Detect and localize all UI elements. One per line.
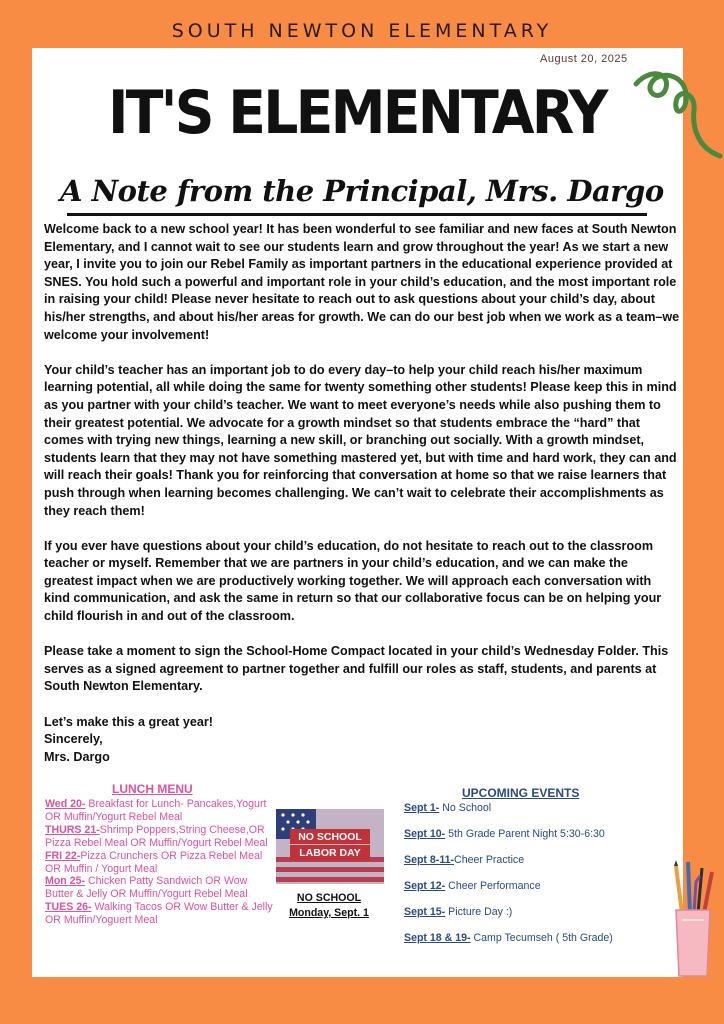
event-item — [404, 906, 664, 919]
lunch-menu-list — [45, 798, 275, 927]
principal-note-heading: A Note from the Principal, Mrs. Dargo — [60, 174, 664, 208]
lunch-menu-text: Pizza Crunchers OR Pizza Rebel Meal OR Muffin / Yogurt Meal — [45, 849, 263, 875]
event-date: Sept 8-11- — [404, 854, 455, 866]
newsletter-date: August 20, 2025 — [540, 53, 628, 65]
labor-image-line1: NO SCHOOL — [298, 831, 362, 843]
newsletter-title: IT'S ELEMENTARY — [108, 78, 606, 148]
labor-day-image — [276, 809, 384, 884]
lunch-day: TUES 26- — [45, 901, 92, 914]
lunch-day: THURS 21- — [45, 823, 100, 836]
labor-caption-line2: Monday, Sept. 1 — [289, 907, 369, 919]
event-date: Sept 10- — [404, 828, 446, 840]
event-date: Sept 1- — [404, 802, 440, 814]
labor-day-caption — [276, 891, 382, 921]
event-item — [404, 854, 664, 867]
labor-caption-line1: NO SCHOOL — [296, 892, 362, 904]
letter-paragraph: Please take a moment to sign the School-Home Compact located in your child’s Wednesday Folder. This serves as a signed agreement to partner together and fulfill our roles as staff, students, and parents at South Newton Elementary. — [44, 644, 669, 694]
lunch-item — [45, 901, 275, 927]
letter-paragraph: Your child’s teacher has an important job to do every day–to help your child reach his/her maximum learning potential, all while doing the same for twenty something other students! Please keep this in mind as you partner with your child’s teacher. We want to meet everyone’s needs while also pushing them to their greatest potential. We advocate for a growth mindset so that students embrace the “hard” that comes with trying new things, learning a new skill, or branching out socially. With a growth mindset, students learn that they may not have something mastered yet, but with time and hard work, they can and will reach their goals! Thank you for reinforcing that conversation at home so that we raise learners that push through when learning becomes challenging. We can’t wait to celebrate their accomplishments as they reach them! — [44, 362, 677, 518]
labor-image-line2: LABOR DAY — [299, 847, 361, 859]
lunch-day: Wed 20- — [45, 798, 86, 810]
swirl-decoration-icon — [630, 62, 724, 162]
event-date: Sept 12- — [404, 880, 446, 892]
event-date: Sept 15- — [404, 906, 446, 918]
event-text: Camp Tecumseh ( 5th Grade) — [470, 932, 613, 944]
lunch-menu-text: Breakfast for Lunch- Pancakes,Yogurt OR Muffin/Yogurt Rebel Meal — [45, 798, 267, 823]
event-item — [404, 802, 664, 815]
letter-signoff: Sincerely, — [44, 732, 103, 747]
heading-underline — [67, 213, 647, 216]
event-item — [404, 932, 654, 945]
lunch-day: Mon 25- — [45, 875, 86, 888]
lunch-menu-heading: LUNCH MENU — [112, 782, 193, 796]
letter-body — [44, 221, 680, 766]
letter-paragraph: Welcome back to a new school year! It has been wonderful to see familiar and new faces at South Newton Elementary, and I cannot wait to see our students learn and grow throughout the year! As we start a new year, I invite you to join our Rebel Family as important partners in the educational experience provided at SNES. You hold such a powerful and important role in your child’s education, and the most important role in raising your child! Please never hesitate to reach out to ask questions about your child’s day, about his/her strengths, and about his/her areas for growth. We can do our best job when we work as a team–we welcome your involvement! — [44, 222, 680, 342]
lunch-item — [45, 875, 275, 901]
flag-icon — [276, 809, 384, 884]
lunch-menu-text: Chicken Patty Sandwich OR Wow Butter & Jelly OR Muffin/Yogurt Rebel Meal — [45, 875, 248, 901]
lunch-item — [45, 850, 275, 876]
event-text: No School — [439, 802, 492, 814]
event-item — [404, 828, 664, 841]
event-text: Cheer Performance — [445, 880, 541, 892]
event-text: 5th Grade Parent Night 5:30-6:30 — [445, 828, 605, 840]
lunch-day: FRI 22- — [45, 849, 81, 862]
letter-signature: Mrs. Dargo — [44, 749, 110, 764]
event-text: Cheer Practice — [454, 854, 525, 866]
event-text: Picture Day :) — [445, 906, 513, 918]
letter-paragraph: If you ever have questions about your child’s education, do not hesitate to reach out to the classroom teacher or myself. Remember that we are partners in your child’s education, and we can make the greatest impact when we are productively working together. We will approach each conversation with kind communication, and ask the same in return so that our collaborative focus can be on helping your child flourish in and out of the classroom. — [44, 538, 662, 624]
lunch-item — [45, 798, 275, 824]
school-name: SOUTH NEWTON ELEMENTARY — [171, 20, 553, 42]
events-heading: UPCOMING EVENTS — [462, 786, 580, 800]
lunch-menu-text: Shrimp Poppers,String Cheese,OR Pizza Rebel Meal OR Muffin/Yogurt Rebel Meal — [45, 823, 268, 849]
lunch-menu-text: Walking Tacos OR Wow Butter & Jelly OR Muffin/Yoguert Meal — [45, 901, 273, 927]
event-date: Sept 18 & 19- — [404, 932, 471, 944]
event-item — [404, 880, 664, 893]
lunch-item — [45, 824, 275, 850]
pencil-cup-icon — [668, 858, 718, 980]
letter-closing: Let’s make this a great year! — [44, 714, 213, 729]
